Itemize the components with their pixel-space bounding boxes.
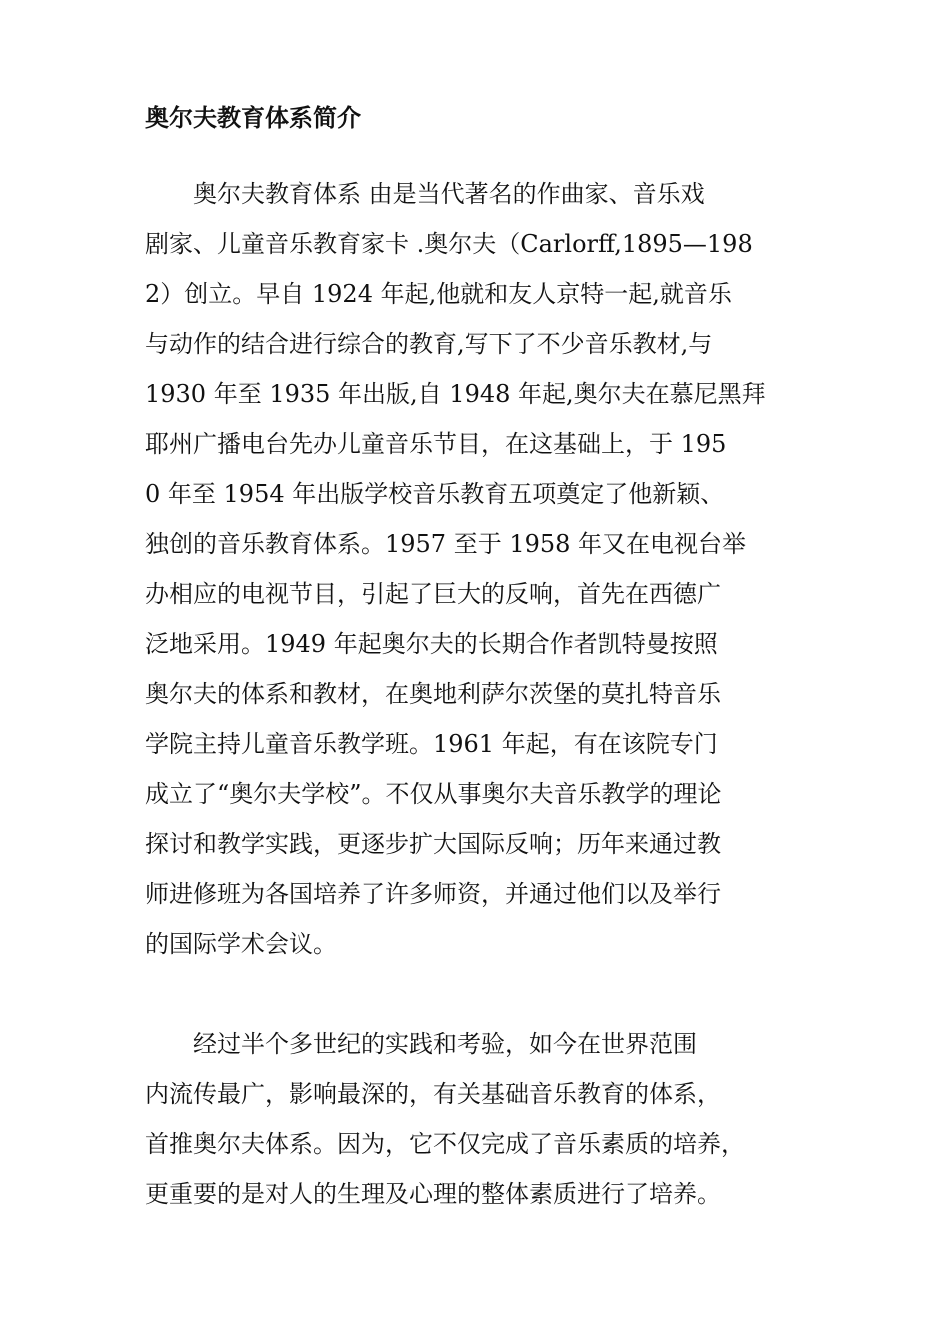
paragraph-1-line: 奥尔夫的体系和教材，在奥地利萨尔茨堡的莫扎特音乐	[145, 680, 721, 708]
paragraph-1-line: 2）创立。早自 1924 年起,他就和友人京特一起,就音乐	[145, 280, 732, 308]
paragraph-1-line: 耶州广播电台先办儿童音乐节目，在这基础上，于 195	[145, 430, 727, 458]
paragraph-1-line: 独创的音乐教育体系。1957 至于 1958 年又在电视台举	[145, 530, 747, 558]
paragraph-1-line: 探讨和教学实践，更逐步扩大国际反响；历年来通过教	[145, 830, 721, 858]
paragraph-1-line: 0 年至 1954 年出版学校音乐教育五项奠定了他新颖、	[145, 480, 725, 508]
paragraph-2-line: 经过半个多世纪的实践和考验，如今在世界范围	[145, 1030, 697, 1058]
paragraph-1-line: 师进修班为各国培养了许多师资，并通过他们以及举行	[145, 880, 721, 908]
paragraph-2-line: 内流传最广，影响最深的，有关基础音乐教育的体系，	[145, 1080, 721, 1108]
document-title: 奥尔夫教育体系简介	[145, 103, 361, 132]
paragraph-2-line: 首推奥尔夫体系。因为，它不仅完成了音乐素质的培养，	[145, 1130, 745, 1158]
paragraph-1-line: 与动作的结合进行综合的教育,写下了不少音乐教材,与	[145, 330, 713, 358]
paragraph-1-line: 学院主持儿童音乐教学班。1961 年起，有在该院专门	[145, 730, 718, 758]
paragraph-1-line: 办相应的电视节目，引起了巨大的反响，首先在西德广	[145, 580, 721, 608]
paragraph-1-line: 1930 年至 1935 年出版,自 1948 年起,奥尔夫在慕尼黑拜	[145, 380, 766, 408]
paragraph-1-line: 剧家、儿童音乐教育家卡 .奥尔夫（Carlorff,1895—198	[145, 230, 753, 258]
paragraph-1-line: 的国际学术会议。	[145, 930, 337, 958]
paragraph-1-line: 泛地采用。1949 年起奥尔夫的长期合作者凯特曼按照	[145, 630, 718, 658]
paragraph-1-line: 奥尔夫教育体系 由是当代著名的作曲家、音乐戏	[145, 180, 705, 208]
paragraph-2-line: 更重要的是对人的生理及心理的整体素质进行了培养。	[145, 1180, 721, 1208]
paragraph-1-line: 成立了“奥尔夫学校”。不仅从事奥尔夫音乐教学的理论	[145, 780, 722, 808]
